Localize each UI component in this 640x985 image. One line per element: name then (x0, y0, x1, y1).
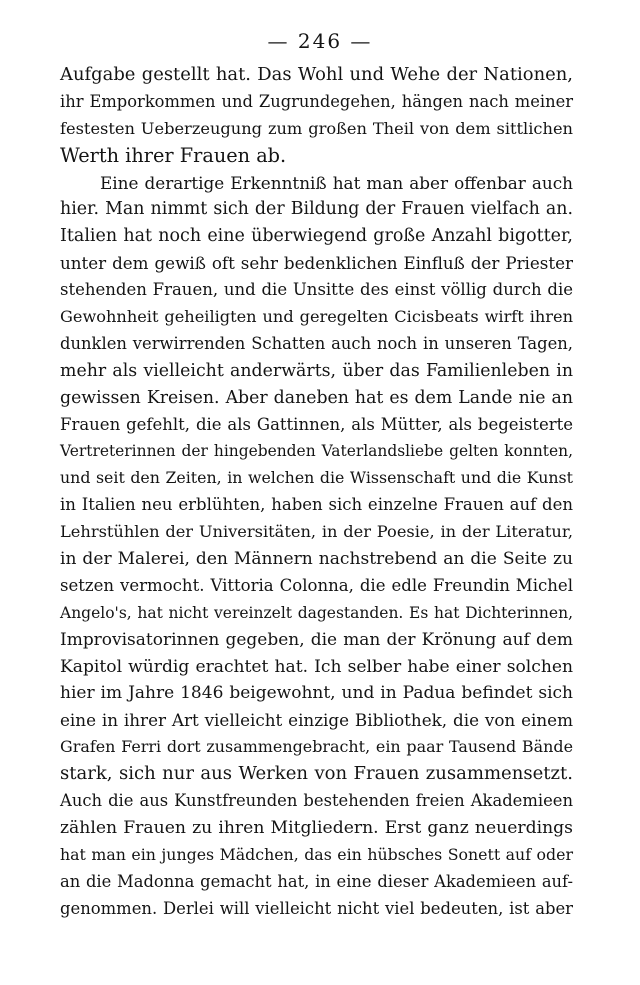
text-line: Aufgabe gestellt hat. Das Wohl und Wehe der Nationen, (60, 64, 573, 85)
text-line: Gewohnheit geheiligten und geregelten Cicisbeats wirft ihren (60, 307, 573, 327)
text-line: gewissen Kreisen. Aber daneben hat es dem Lande nie an (60, 387, 573, 408)
text-line: und seit den Zeiten, in welchen die Wissenschaft und die Kunst (60, 468, 573, 488)
text-line: in Italien neu erblühten, haben sich einzelne Frauen auf den (60, 495, 573, 515)
text-line: an die Madonna gemacht hat, in eine dieser Akademieen auf- (60, 871, 573, 891)
text-line: Vertreterinnen der hingebenden Vaterlandsliebe gelten konnten, (60, 442, 573, 461)
text-line: zählen Frauen zu ihren Mitgliedern. Erst ganz neuerdings (60, 817, 573, 838)
text-line: Italien hat noch eine überwiegend große Anzahl bigotter, (60, 226, 573, 247)
text-line: Improvisatorinnen gegeben, die man der Krönung auf dem (60, 629, 573, 650)
text-line: setzen vermocht. Vittoria Colonna, die edle Freundin Michel (60, 575, 573, 595)
text-line: Auch die aus Kunstfreunden bestehenden freien Akademieen (60, 791, 573, 811)
text-line: Angelo's, hat nicht vereinzelt dagestanden. Es hat Dichterinnen, (60, 603, 573, 622)
text-line: unter dem gewiß oft sehr bedenklichen Einfluß der Priester (60, 253, 573, 274)
text-line: stehenden Frauen, und die Unsitte des einst völlig durch die (60, 280, 573, 300)
text-line: in der Malerei, den Männern nachstrebend an die Seite zu (60, 549, 573, 570)
text-line: Kapitol würdig erachtet hat. Ich selber habe einer solchen (60, 656, 573, 677)
text-line: festesten Ueberzeugung zum großen Theil von dem sittlichen (60, 118, 573, 138)
text-line: eine in ihrer Art vielleicht einzige Bibliothek, die von einem (60, 710, 573, 731)
text-line: stark, sich nur aus Werken von Frauen zusammensetzt. (60, 763, 573, 785)
text-line: Grafen Ferri dort zusammengebracht, ein paar Tausend Bände (60, 737, 573, 757)
text-line: ihr Emporkommen und Zugrundegehen, hängen nach meiner (60, 91, 573, 111)
text-line: mehr als vielleicht anderwärts, über das Familienleben in (60, 360, 573, 381)
text-line: dunklen verwirrenden Schatten auch noch in unseren Tagen, (60, 333, 573, 353)
text-line: genommen. Derlei will vielleicht nicht viel bedeuten, ist aber (60, 898, 573, 918)
body-text (60, 62, 573, 923)
text-line: Frauen gefehlt, die als Gattinnen, als Mütter, als begeisterte (60, 414, 573, 434)
text-line: Lehrstühlen der Universitäten, in der Poesie, in der Literatur, (60, 522, 573, 542)
text-line: hat man ein junges Mädchen, das ein hübsches Sonett auf oder (60, 844, 573, 864)
page-number: — 246 — (267, 29, 373, 53)
text-line: Eine derartige Erkenntniß hat man aber offenbar auch (100, 172, 573, 193)
text-line: hier. Man nimmt sich der Bildung der Frauen vielfach an. (60, 199, 573, 220)
text-line: hier im Jahre 1846 beigewohnt, und in Padua befindet sich (60, 683, 573, 704)
text-line: Werth ihrer Frauen ab. (60, 143, 287, 167)
